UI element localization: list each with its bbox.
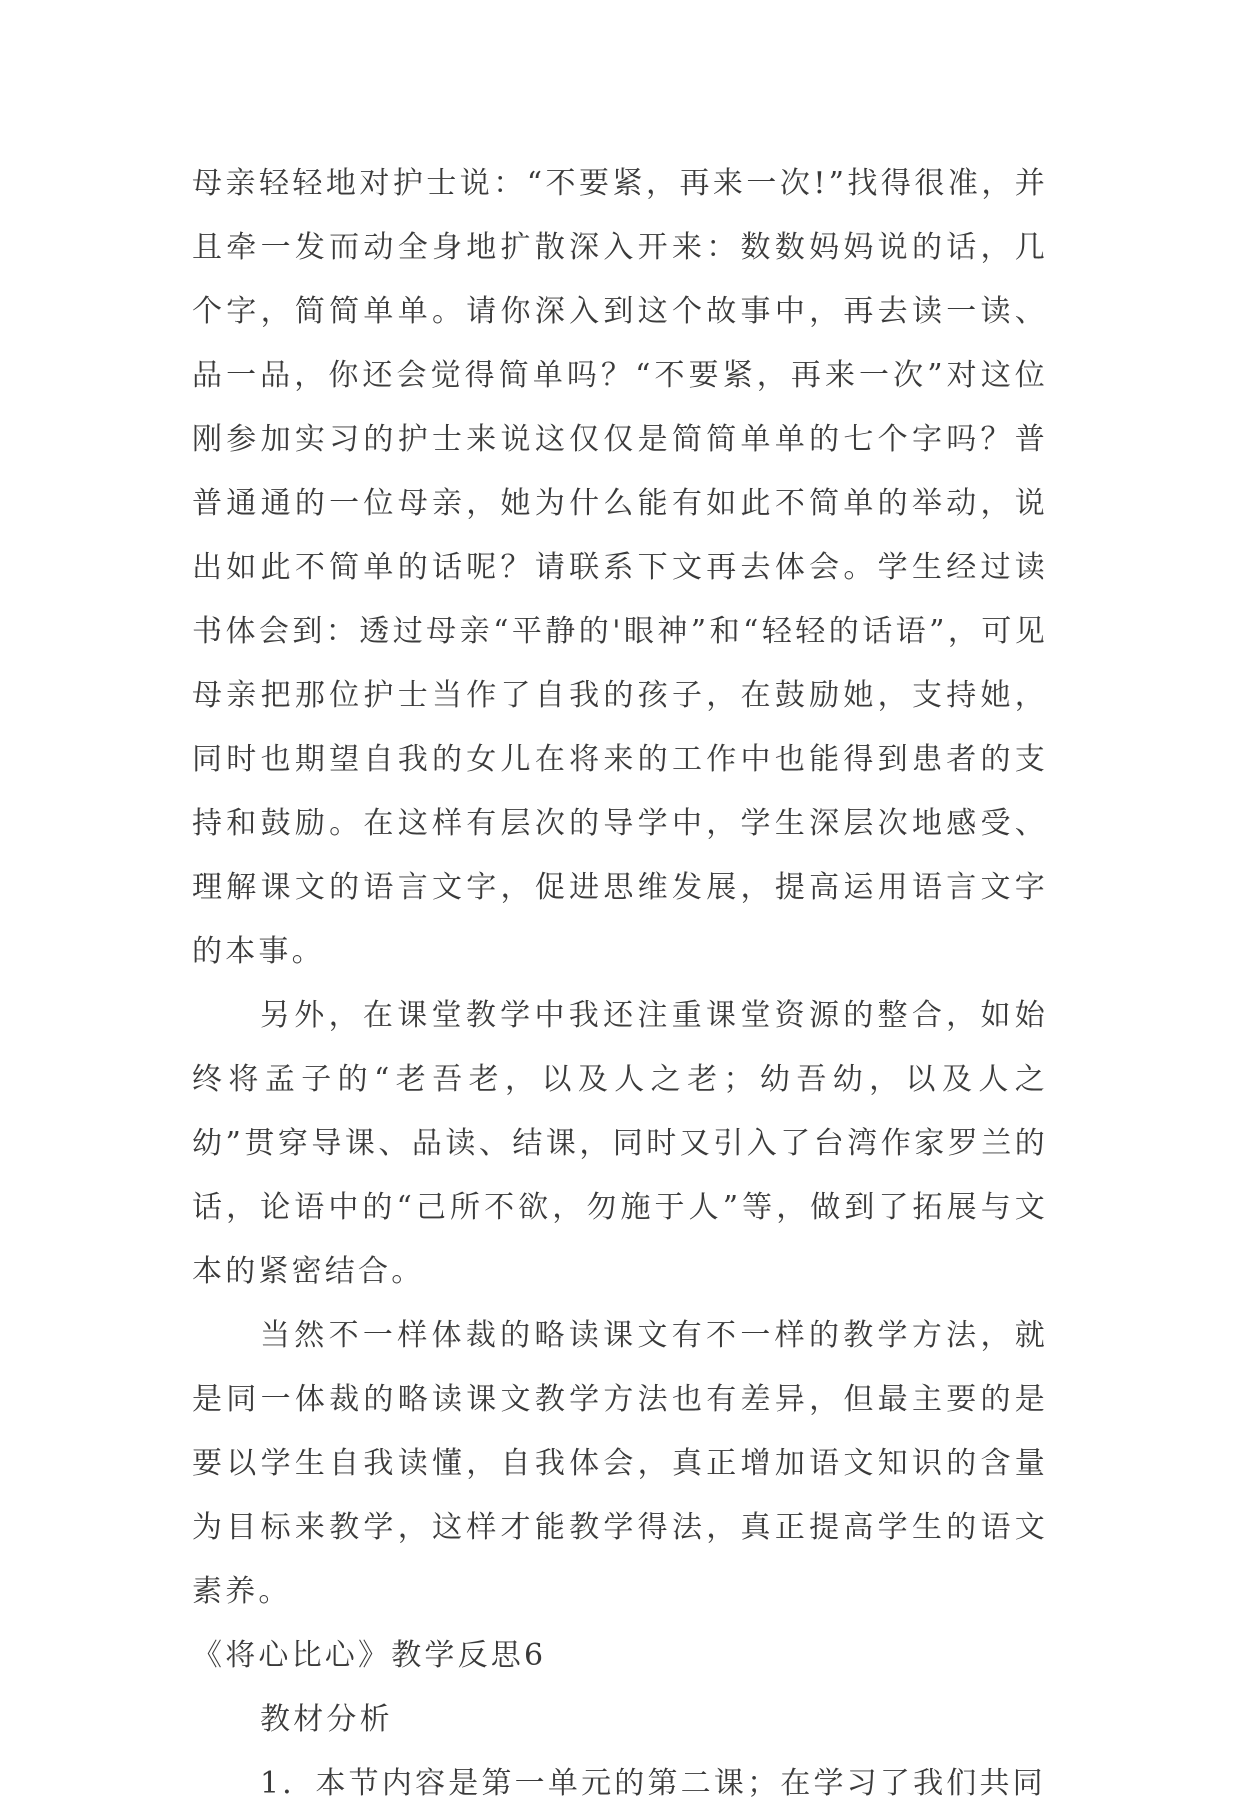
subheading-textbook-analysis: 教材分析 bbox=[260, 1702, 393, 1737]
paragraph-resource-integration: 另外，在课堂教学中我还注重课堂资源的整合，如始终将孟子的“老吾老，以及人之老；幼吾幼，以及人之幼”贯穿导课、品读、结课，同时又引入了台湾作家罗兰的话，论语中的“己所不欲，勿施于人”等，做到了拓展与文本的紧密结合。 bbox=[192, 998, 1048, 1289]
section-title: 《将心比心》教学反思6 bbox=[192, 1638, 547, 1673]
document-body bbox=[192, 152, 1048, 1816]
paragraph-mother-nurse: 母亲轻轻地对护士说：“不要紧，再来一次!”找得很准，并且牵一发而动全身地扩散深入开来：数数妈妈说的话，几个字，简简单单。请你深入到这个故事中，再去读一读、品一品，你还会觉得简单吗？“不要紧，再来一次”对这位刚参加实习的护士来说这仅仅是简简单单的七个字吗？普普通通的一位母亲，她为什么能有如此不简单的举动，说出如此不简单的话呢？请联系下文再去体会。学生经过读书体会到：透过母亲“平静的'眼神”和“轻轻的话语”，可见母亲把那位护士当作了自我的孩子，在鼓励她，支持她，同时也期望自我的女儿在将来的工作中也能得到患者的支持和鼓励。在这样有层次的导学中，学生深层次地感受、理解课文的语言文字，促进思维发展，提高运用语言文字的本事。 bbox=[192, 166, 1048, 969]
list-item-1: 1．本节内容是第一单元的第二课；在学习了我们共同 bbox=[260, 1766, 1046, 1801]
paragraph-teaching-methods: 当然不一样体裁的略读课文有不一样的教学方法，就是同一体裁的略读课文教学方法也有差异，但最主要的是要以学生自我读懂，自我体会，真正增加语文知识的含量为目标来教学，这样才能教学得法，真正提高学生的语文素养。 bbox=[192, 1318, 1048, 1609]
